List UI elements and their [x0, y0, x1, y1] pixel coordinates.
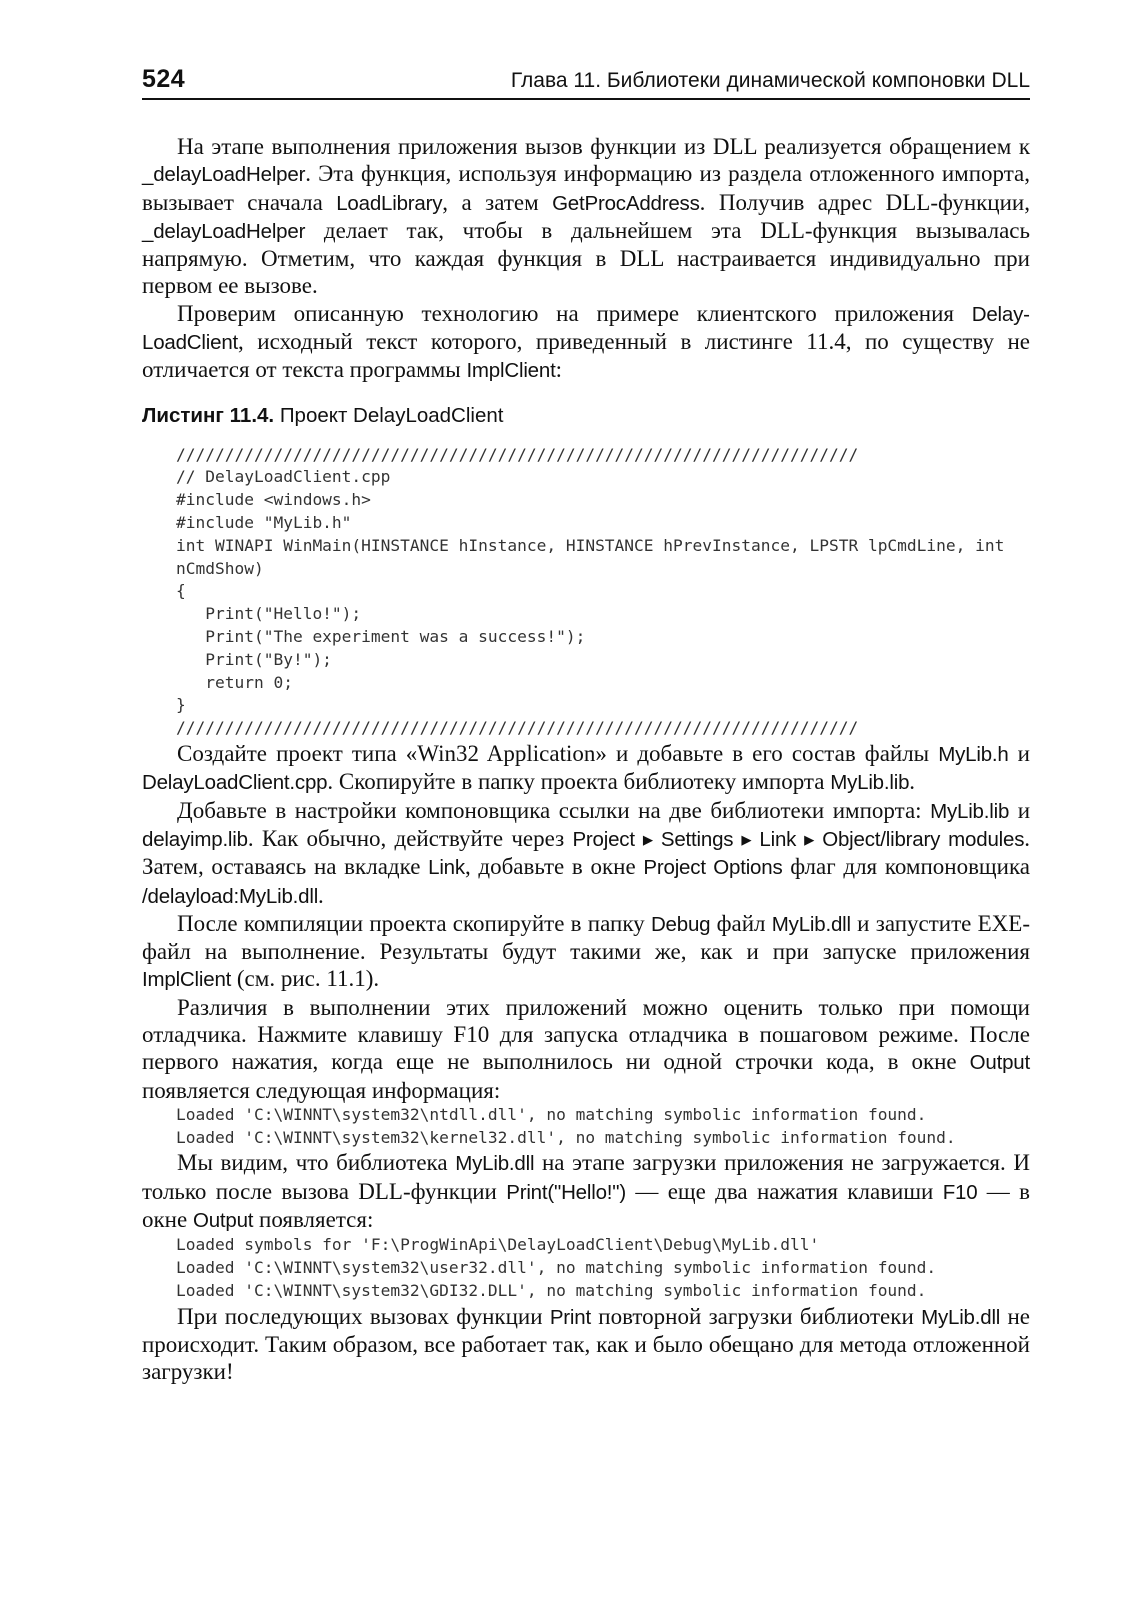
- code-term: ImplClient: [466, 359, 556, 383]
- paragraph: [142, 1149, 1030, 1234]
- listing-caption: [142, 404, 1030, 428]
- text-run: .: [318, 882, 324, 908]
- paragraph: [142, 910, 1030, 994]
- code-term: _delayLoadHelper: [142, 163, 306, 187]
- code-term: GetProcAddress: [552, 191, 700, 215]
- text-run: , исходный текст которого, приведенный в листинге 11.4, по существу не отличается от текста программы: [142, 329, 1030, 383]
- text-run: Проверим описанную технологию на примере клиентского приложения: [177, 300, 972, 326]
- paragraph: [142, 300, 1030, 385]
- menu-path: Project ▸ Settings ▸ Link ▸ Object/library modules: [572, 827, 1025, 851]
- code-term: MyLib.dll: [455, 1152, 535, 1176]
- text-run: не происходит. Таким образом, все работает так, как и было обещано для метода отложенной загрузки!: [142, 1303, 1030, 1385]
- text-run: При последующих вызовах функции: [177, 1303, 550, 1329]
- code-term: ImplClient: [142, 968, 232, 992]
- text-run: и: [1008, 741, 1030, 767]
- text-run: — в окне: [142, 1178, 1030, 1233]
- code-term: MyLib.lib: [930, 799, 1010, 823]
- text-run: Добавьте в настройки компоновщика ссылки на две библиотеки импорта:: [177, 797, 931, 823]
- code-term: DelayLoadClient: [142, 302, 1030, 355]
- text-run: . Затем, оставаясь на вкладке: [142, 825, 1030, 880]
- code-term: Project Options: [643, 856, 783, 880]
- listing-label: Листинг 11.4.: [142, 403, 275, 427]
- code-term: MyLib.lib: [830, 771, 910, 795]
- text-run: — еще два нажатия клавиши: [626, 1178, 943, 1204]
- text-run: появляется:: [253, 1207, 374, 1233]
- code-term: delayimp.lib: [142, 827, 248, 851]
- text-run: . Как обычно, действуйте через: [247, 825, 573, 851]
- text-run: делает так, чтобы в дальнейшем эта DLL-функция вызывалась напрямую. Отметим, что каждая функция в DLL настраивается индивидуально при первом ее вызове.: [142, 217, 1030, 299]
- text-run: . Получив адрес DLL-функции,: [699, 189, 1030, 215]
- text-run: файл: [710, 910, 772, 936]
- code-term: Print("Hello!"): [506, 1180, 626, 1204]
- page-number: 524: [142, 65, 186, 93]
- code-term: _delayLoadHelper: [142, 219, 306, 243]
- code-term: MyLib.dll: [771, 912, 851, 936]
- page-content: [142, 133, 1030, 1386]
- code-term: MyLib.h: [938, 743, 1009, 767]
- text-run: появляется следующая информация:: [142, 1077, 501, 1103]
- text-run: и: [1009, 797, 1031, 823]
- code-term: LoadLibrary: [336, 191, 443, 215]
- text-run: . Скопируйте в папку проекта библиотеку импорта: [327, 769, 831, 795]
- text-run: . Эта функция, используя информацию из раздела отложенного импорта, вызывает сначала: [142, 161, 1030, 215]
- code-term: F10: [942, 1180, 978, 1204]
- text-run: .: [909, 769, 916, 795]
- code-term: Debug: [650, 912, 711, 936]
- text-run: на этапе загрузки приложения не загружается. И только после вызова DLL-функции: [142, 1150, 1031, 1204]
- code-listing: ////////////////////////////////////////////////////////////////////// // DelayLoadClient.cpp #include <windows.h> #include "MyLib.h" int WINAPI WinMain(HINSTANCE hInstance, HINSTANCE hPrevInstance, LPSTR lpCmdLine, int nCmdShow) { Print("Hello!"); Print("The experiment was a success!"); Print("By!"); return 0; } //////////////////////////////////////////////////////////////////////: [176, 444, 1005, 738]
- text-run: и запустите EXE-файл на выполнение. Результаты будут такими же, как и при запуске приложения: [142, 910, 1030, 965]
- debugger-output: Loaded 'C:\WINNT\system32\ntdll.dll', no matching symbolic information found. Loaded 'C:\WINNT\system32\kernel32.dll', no matching symbolic information found.: [176, 1104, 956, 1147]
- paragraph: [142, 133, 1030, 300]
- text-run: :: [555, 357, 562, 383]
- text-run: , а затем: [442, 189, 553, 215]
- page-header: [142, 56, 1030, 100]
- code-term: Output: [192, 1209, 254, 1233]
- book-page: [142, 56, 1030, 1556]
- text-run: Различия в выполнении этих приложений можно оценить только при помощи отладчика. Нажмите клавишу F10 для запуска отладчика в пошаговом режиме. После первого нажатия, когда еще не выполнилось ни одной строчки кода, в окне: [142, 994, 1030, 1075]
- paragraph: [142, 740, 1030, 797]
- code-term: Output: [969, 1051, 1030, 1075]
- paragraph: [142, 994, 1030, 1104]
- listing-title: Проект DelayLoadClient: [279, 403, 504, 427]
- text-run: флаг для компоновщика: [782, 854, 1030, 880]
- code-term: /delayload:MyLib.dll: [142, 884, 319, 908]
- code-term: Link: [428, 856, 465, 880]
- debugger-output: Loaded symbols for 'F:\ProgWinApi\DelayLoadClient\Debug\MyLib.dll' Loaded 'C:\WINNT\system32\user32.dll', no matching symbolic information found. Loaded 'C:\WINNT\system32\GDI32.DLL', no matching symbolic information found.: [176, 1235, 937, 1300]
- text-run: Мы видим, что библиотека: [177, 1150, 456, 1176]
- running-title: Глава 11. Библиотеки динамической компоновки DLL: [510, 69, 1030, 92]
- paragraph: [142, 797, 1030, 910]
- code-term: DelayLoadClient.cpp: [142, 771, 328, 795]
- text-run: На этапе выполнения приложения вызов функции из DLL реализуется обращением к: [177, 134, 1030, 159]
- text-run: После компиляции проекта скопируйте в папку: [177, 910, 651, 936]
- text-run: Создайте проект типа «Win32 Application» и добавьте в его состав файлы: [177, 741, 939, 767]
- code-term: MyLib.dll: [921, 1305, 1001, 1329]
- text-run: , добавьте в окне: [464, 854, 644, 880]
- paragraph: [142, 1303, 1030, 1386]
- text-run: (см. рис. 11.1).: [231, 966, 380, 992]
- code-term: Print: [549, 1305, 591, 1329]
- text-run: повторной загрузки библиотеки: [590, 1303, 922, 1329]
